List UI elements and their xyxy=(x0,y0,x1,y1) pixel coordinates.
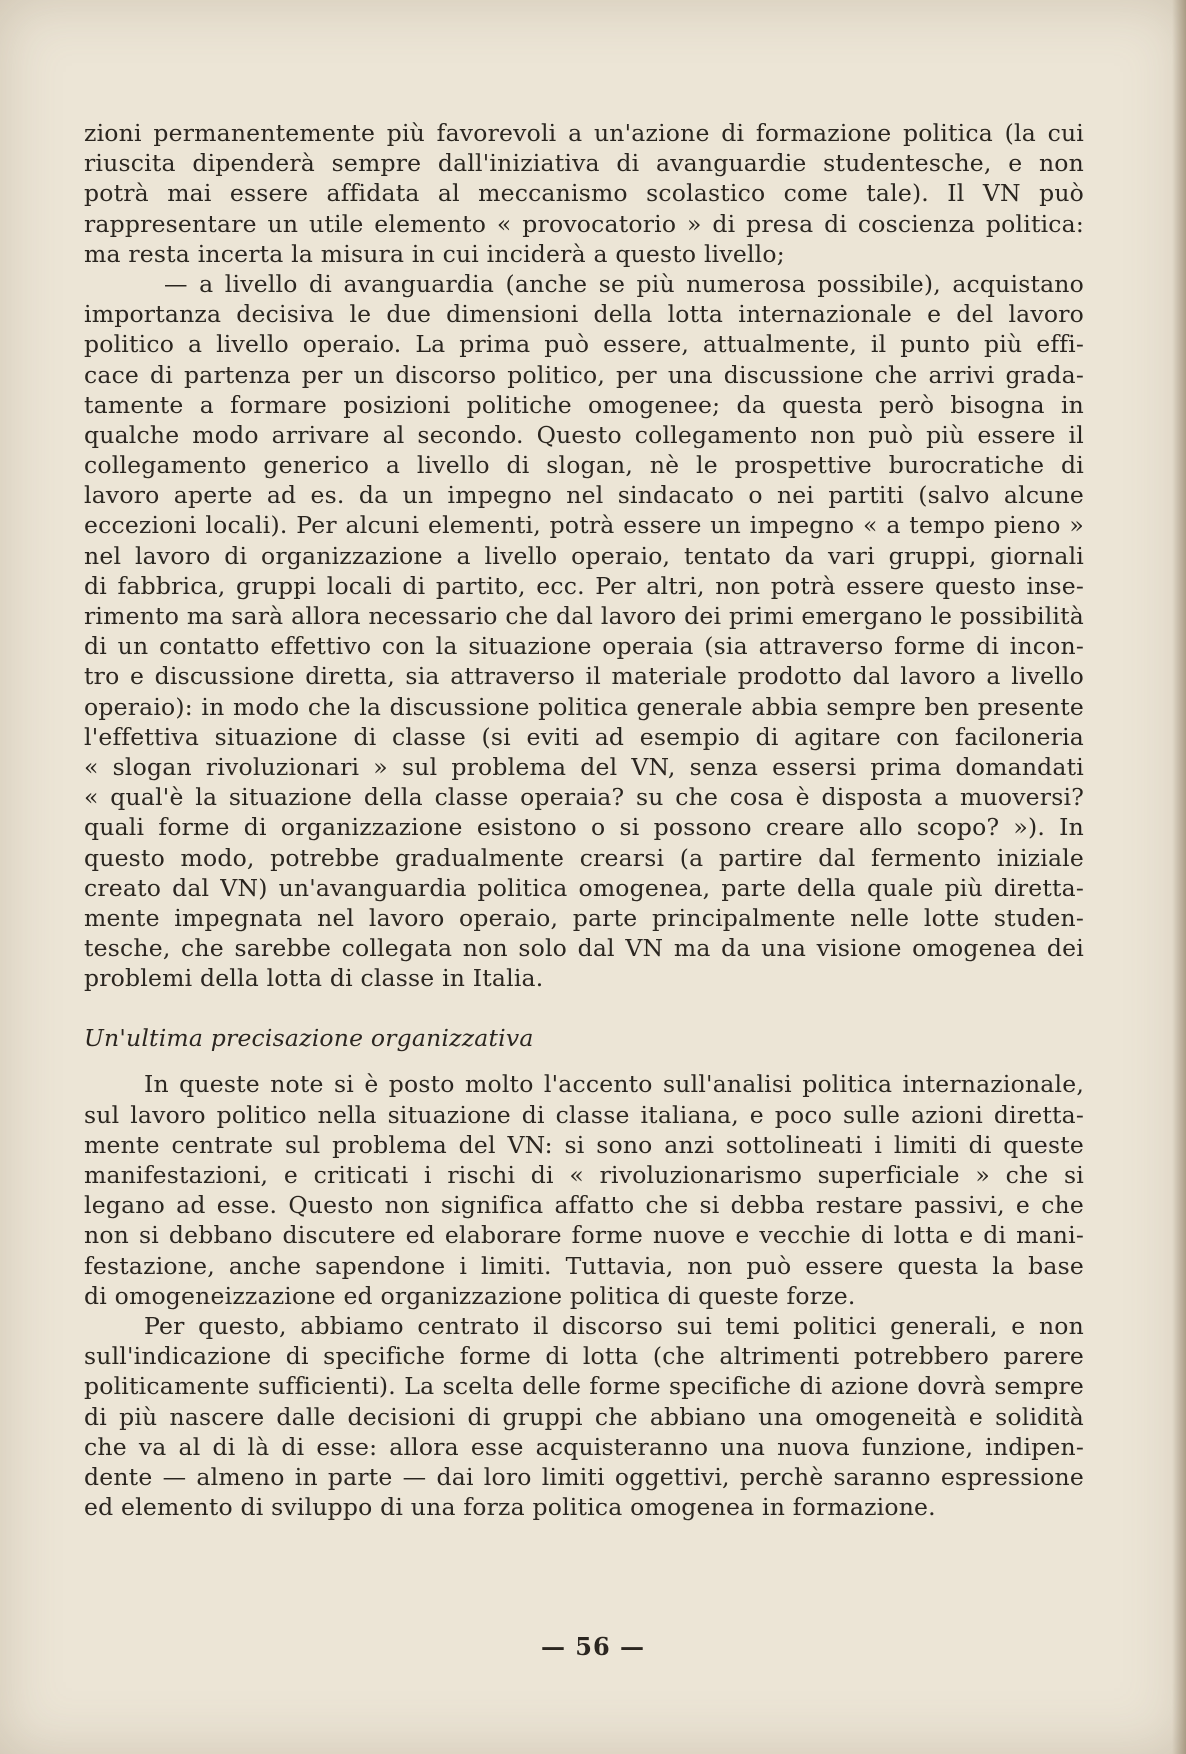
page-edge-shadow xyxy=(1172,0,1186,1754)
text-line: qualche modo arrivare al secondo. Questo collegamento non può più essere il xyxy=(84,420,1084,449)
text-line: dente — almeno in parte — dai loro limiti oggettivi, perchè saranno espressione xyxy=(84,1462,1084,1491)
text-line: manifestazioni, e criticati i rischi di « rivoluzionarismo superficiale » che si xyxy=(84,1161,1084,1189)
section-spacer xyxy=(84,993,1084,1021)
text-line: di omogeneizzazione ed organizzazione politica di queste forze. xyxy=(84,1281,856,1310)
text-line: di un contatto effettivo con la situazione operaia (sia attraverso forme di incon- xyxy=(84,632,1084,661)
text-line: non si debbano discutere ed elaborare forme nuove e vecchie di lotta e di mani- xyxy=(84,1221,1084,1250)
text-line: ed elemento di sviluppo di una forza politica omogenea in formazione. xyxy=(84,1493,936,1522)
text-line: rimento ma sarà allora necessario che dal lavoro dei primi emergano le possibilità xyxy=(84,602,1084,630)
text-line: ma resta incerta la misura in cui inciderà a questo livello; xyxy=(84,239,785,268)
text-line: potrà mai essere affidata al meccanismo scolastico come tale). Il VN può xyxy=(84,179,1084,208)
text-line: festazione, anche sapendone i limiti. Tuttavia, non può essere questa la base xyxy=(84,1251,1084,1280)
text-line: tro e discussione diretta, sia attraverso il materiale prodotto dal lavoro a livello xyxy=(84,662,1084,691)
text-line: zioni permanentemente più favorevoli a un'azione di formazione politica (la cui xyxy=(84,119,1084,147)
text-line: sul lavoro politico nella situazione di classe italiana, e poco sulle azioni diretta- xyxy=(84,1100,1084,1129)
text-line: nel lavoro di organizzazione a livello operaio, tentato da vari gruppi, giornali xyxy=(84,541,1084,570)
text-line: collegamento generico a livello di slogan, nè le prospettive burocratiche di xyxy=(84,451,1084,480)
text-line: « qual'è la situazione della classe operaia? su che cosa è disposta a muoversi? xyxy=(84,783,1084,812)
text-line: politicamente sufficienti). La scelta delle forme specifiche di azione dovrà sempre xyxy=(84,1372,1084,1401)
body-text xyxy=(84,118,1084,1522)
text-line: lavoro aperte ad es. da un impegno nel sindacato o nei partiti (salvo alcune xyxy=(84,481,1084,510)
text-line: tesche, che sarebbe collegata non solo dal VN ma da una visione omogenea dei xyxy=(84,934,1084,963)
text-line: l'effettiva situazione di classe (si eviti ad esempio di agitare con faciloneria xyxy=(84,722,1084,751)
section-2-paragraph-2 xyxy=(84,1311,1084,1522)
text-line: che va al di là di esse: allora esse acquisteranno una nuova funzione, indipen- xyxy=(84,1432,1084,1461)
text-line: rappresentare un utile elemento « provocatorio » di presa di coscienza politica: xyxy=(84,209,1084,238)
text-line: cace di partenza per un discorso politico, per una discussione che arrivi grada- xyxy=(84,360,1084,389)
text-line: questo modo, potrebbe gradualmente crearsi (a partire dal fermento iniziale xyxy=(84,843,1084,872)
text-line: mente centrate sul problema del VN: si sono anzi sottolineati i limiti di queste xyxy=(84,1130,1084,1159)
text-line: legano ad esse. Questo non significa affatto che si debba restare passivi, e che xyxy=(84,1191,1084,1220)
section-1 xyxy=(84,118,1084,993)
text-line: tamente a formare posizioni politiche omogenee; da questa però bisogna in xyxy=(84,390,1084,419)
section-heading: Un'ultima precisazione organizzativa xyxy=(84,1024,534,1053)
text-line: di più nascere dalle decisioni di gruppi che abbiano una omogeneità e solidità xyxy=(84,1402,1084,1431)
text-line: problemi della lotta di classe in Italia. xyxy=(84,964,544,993)
text-line: operaio): in modo che la discussione politica generale abbia sempre ben presente xyxy=(84,692,1084,721)
text-line: Per questo, abbiamo centrato il discorso sui temi politici generali, e non xyxy=(144,1311,1084,1340)
text-line: politico a livello operaio. La prima può essere, attualmente, il punto più effi- xyxy=(84,330,1084,359)
text-line: quali forme di organizzazione esistono o si possono creare allo scopo? »). In xyxy=(84,813,1084,842)
text-line: sull'indicazione di specifiche forme di lotta (che altrimenti potrebbero parere xyxy=(84,1342,1084,1371)
text-line: eccezioni locali). Per alcuni elementi, potrà essere un impegno « a tempo pieno » xyxy=(84,511,1084,540)
text-line: importanza decisiva le due dimensioni della lotta internazionale e del lavoro xyxy=(84,300,1084,329)
text-line: di fabbrica, gruppi locali di partito, ecc. Per altri, non potrà essere questo inse- xyxy=(84,571,1084,600)
text-line: « slogan rivoluzionari » sul problema del VN, senza essersi prima domandati xyxy=(84,752,1084,781)
text-line: In queste note si è posto molto l'accento sull'analisi politica internazionale, xyxy=(144,1070,1084,1099)
section-2-paragraph-1 xyxy=(84,1069,1084,1311)
text-line: riuscita dipenderà sempre dall'iniziativa di avanguardie studentesche, e non xyxy=(84,149,1084,178)
text-line: — a livello di avanguardia (anche se più numerosa possibile), acquistano xyxy=(164,269,1084,298)
text-line: mente impegnata nel lavoro operaio, parte principalmente nelle lotte studen- xyxy=(84,903,1084,932)
text-line: creato dal VN) un'avanguardia politica omogenea, parte della quale più diretta- xyxy=(84,873,1084,902)
page-number: — 56 — xyxy=(540,1632,646,1661)
